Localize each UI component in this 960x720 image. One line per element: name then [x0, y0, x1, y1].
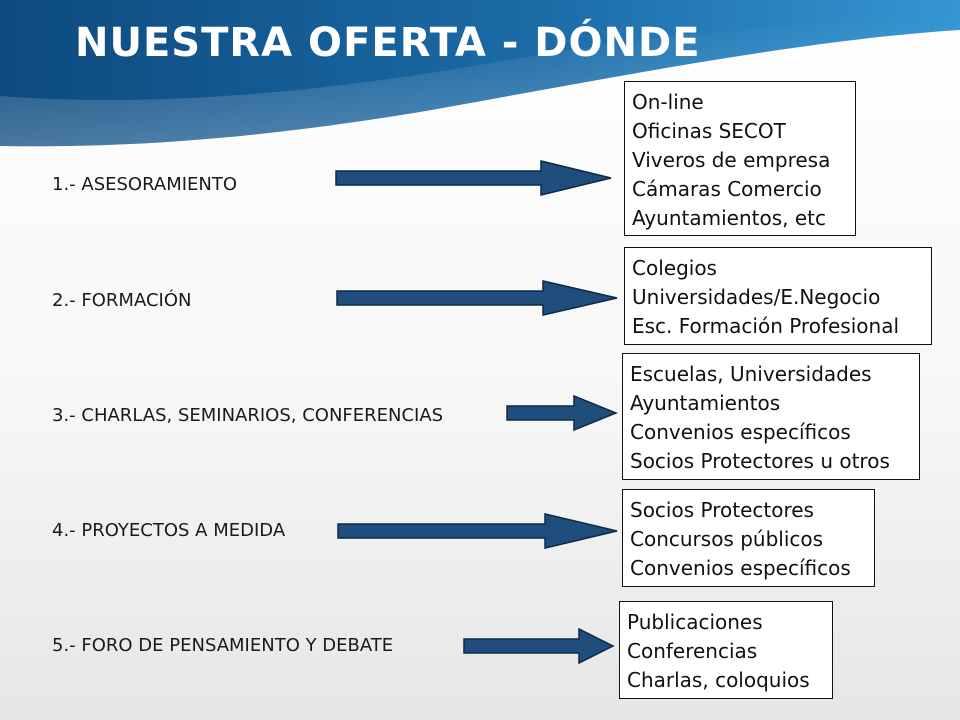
box-foro: [619, 601, 833, 699]
list-item: Publicaciones: [627, 610, 763, 634]
box-asesoramiento: [624, 81, 856, 236]
arrow-right-icon: [336, 280, 621, 320]
list-item: Ayuntamientos, etc: [632, 206, 826, 230]
row-label-formacion: 2.- FORMACIÓN: [52, 290, 192, 311]
row-label-foro: 5.- FORO DE PENSAMIENTO Y DEBATE: [52, 635, 394, 656]
arrow-right-icon: [506, 395, 621, 435]
list-item: Universidades/E.Negocio: [632, 285, 881, 309]
box-charlas: [622, 353, 920, 480]
list-item: Escuelas, Universidades: [630, 362, 872, 386]
list-item: Colegios: [632, 256, 717, 280]
list-item: Cámaras Comercio: [632, 177, 822, 201]
list-item: Conferencias: [627, 639, 758, 663]
list-item: Esc. Formación Profesional: [632, 314, 900, 338]
arrow-right-icon: [335, 160, 615, 200]
row-label-charlas: 3.- CHARLAS, SEMINARIOS, CONFERENCIAS: [52, 405, 444, 426]
box-proyectos: [622, 489, 875, 587]
list-item: Concursos públicos: [630, 527, 824, 551]
list-item: Ayuntamientos: [630, 391, 781, 415]
page-title: NUESTRA OFERTA - DÓNDE: [75, 20, 701, 66]
row-label-proyectos: 4.- PROYECTOS A MEDIDA: [52, 520, 286, 541]
list-item: Convenios específicos: [630, 556, 851, 580]
list-item: Socios Protectores u otros: [630, 449, 890, 473]
box-formacion: [624, 247, 932, 345]
row-label-asesoramiento: 1.- ASESORAMIENTO: [52, 174, 238, 195]
arrow-right-icon: [463, 628, 618, 668]
arrow-right-icon: [337, 513, 622, 553]
list-item: Viveros de empresa: [632, 148, 831, 172]
list-item: Oficinas SECOT: [632, 119, 786, 143]
list-item: Charlas, coloquios: [627, 668, 810, 692]
list-item: Convenios específicos: [630, 420, 851, 444]
list-item: On-line: [632, 90, 704, 114]
list-item: Socios Protectores: [630, 498, 814, 522]
